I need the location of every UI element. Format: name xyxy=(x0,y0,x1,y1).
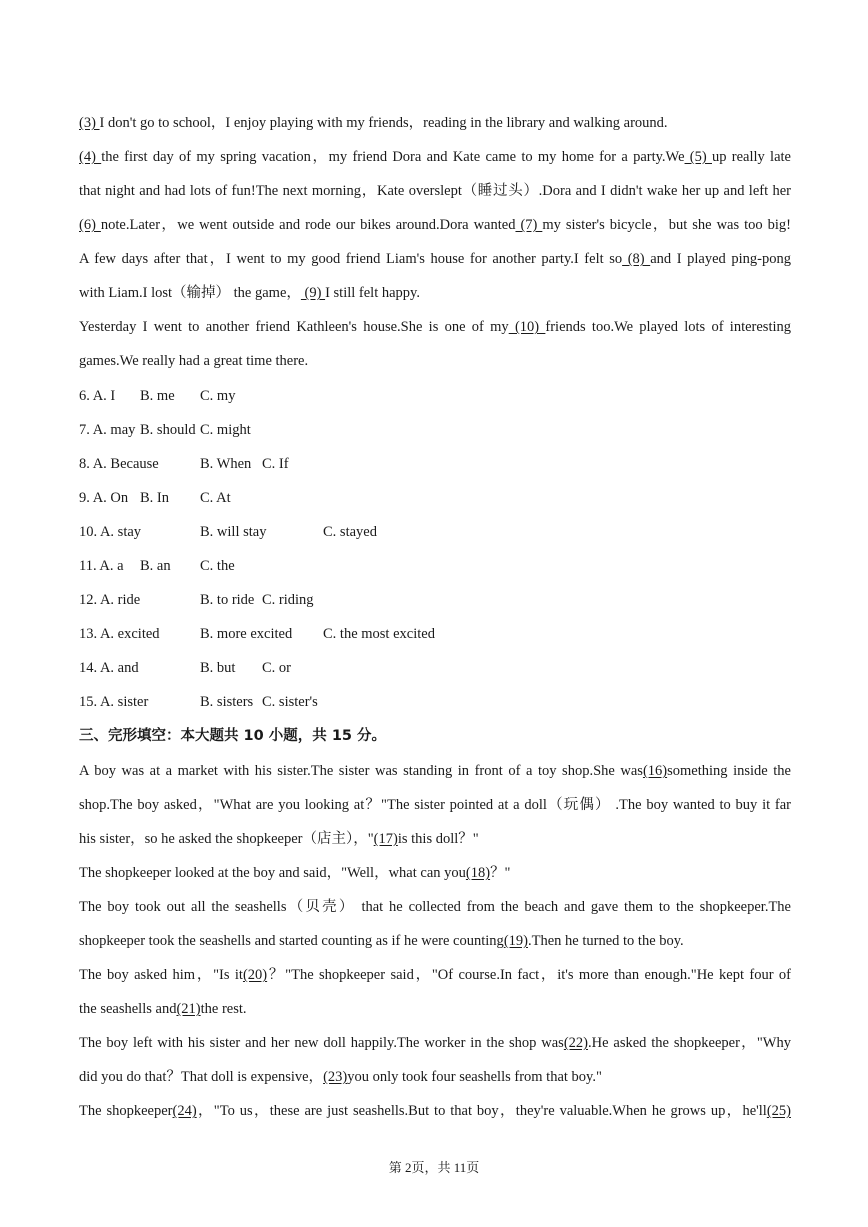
passage-1-line-7: Yesterday I went to another friend Kathleen's house.She is one of my (10) friends too.We played lots of interesting xyxy=(79,319,791,335)
document-page: (3) I don't go to school，I enjoy playing with my friends，reading in the library and walking around. (4) the first day of my spring vacation，my friend Dora and Kate came to my home for a party.We (5) up really late that night and had lots of fun!The next morning，Kate overslept（睡过头）.Dora and I didn't wake her up and left her (6) note.Later，we went outside and rode our bikes around.Dora wanted (7) my sister's bicycle，but she was too big! A few days after that，I went to my good friend Liam's house for another party.I felt so (8) and I played ping-pong with Liam.I lost（输掉） the game， (9) I still felt happy. Yesterday I went to another friend Kathleen's house.She is one of my (10) friends too.We played lots of interesting games.We really had a great time there. 6. A. I B. me C. my 7. A. may B. should C. might 8. A. Because B. When C. If 9. A. On B. In C. At 10. A. stay B. will stay C. stayed 11. A. a B. an C. the 12. A. ride B. to ride C. riding 13. A. excited B. more excited C. the most excited 14. A. and B. but C. or 15. A. sister B. sisters C. sister's 三、完形填空：本大题共 10 小题，共 15 分。 A boy was at a market with his sister.The sister was standing in front of a toy shop.She was(16)something inside the shop.The boy asked，"What are you looking at？"The sister pointed at a doll（玩偶） .The boy wanted to buy it far his sister，so he asked the shopkeeper（店主），"(17)is this doll？" The shopkeeper looked at the boy and said，"Well，what can you(18)？" The boy took out all the seashells（贝壳） that he collected from the beach and gave them to the shopkeeper.The shopkeeper took the seashells and started counting as if he were counting(19).Then he turned to the boy. The boy asked him，"Is it(20)？"The shopkeeper said，"Of course.In fact，it's more than enough."He kept four of the seashells and(21)the rest. The boy left with his sister and her new doll happily.The worker in the shop was(22).He asked the shopkeeper，"Why did you do that？That doll is expensive，(23)you only took four seashells from that boy." The shopkeeper(24)，"To us，these are just seashells.But to that boy，they're valuable.When he grows up，he'll(25) 第 2页，共 11页 xyxy=(0,0,868,1227)
passage-1-line-2: (4) the first day of my spring vacation，my friend Dora and Kate came to my home for a party.We (5) up really late xyxy=(79,149,791,165)
passage-2-line-4: The shopkeeper looked at the boy and said，"Well，what can you(18)？" xyxy=(79,865,511,881)
blank-23: (23) xyxy=(323,1069,348,1085)
passage-2-line-5: The boy took out all the seashells（贝壳） that he collected from the beach and gave them to the shopkeeper.The xyxy=(79,899,791,915)
blank-19: (19) xyxy=(503,933,528,949)
passage-1-line-1: (3) I don't go to school，I enjoy playing with my friends，reading in the library and walking around. xyxy=(79,115,668,131)
blank-18: (18) xyxy=(465,865,491,881)
blank-6: (6) xyxy=(79,217,101,233)
blank-7: (7) xyxy=(515,217,543,233)
passage-2 xyxy=(79,754,791,1128)
blank-22: (22) xyxy=(563,1035,588,1051)
blank-4: (4) xyxy=(79,149,102,165)
passage-1-line-4: (6) note.Later，we went outside and rode our bikes around.Dora wanted (7) my sister's bicycle，but she was too big! xyxy=(79,217,791,233)
passage-1-line-3: that night and had lots of fun!The next morning，Kate overslept（睡过头）.Dora and I didn't wake her up and left her xyxy=(79,183,791,199)
passage-2-line-7: The boy asked him，"Is it(20)？"The shopkeeper said，"Of course.In fact，it's more than enough."He kept four of xyxy=(79,967,791,983)
blank-21: (21) xyxy=(176,1001,201,1017)
passage-2-line-1: A boy was at a market with his sister.The sister was standing in front of a toy shop.She was(16)something inside the xyxy=(79,763,791,779)
blank-17: (17) xyxy=(373,831,398,847)
blank-16: (16) xyxy=(642,763,668,779)
page-footer: 第 2页，共 11页 xyxy=(388,1160,480,1175)
blank-24: (24) xyxy=(172,1103,197,1119)
passage-1 xyxy=(79,106,791,378)
passage-2-line-10: did you do that？That doll is expensive，(23)you only took four seashells from that boy." xyxy=(79,1069,602,1085)
passage-1-line-5: A few days after that，I went to my good friend Liam's house for another party.I felt so (8) and I played ping-pong xyxy=(79,251,791,267)
blank-20: (20) xyxy=(242,967,268,983)
passage-1-line-6: with Liam.I lost（输掉） the game， (9) I still felt happy. xyxy=(79,285,420,301)
passage-2-line-2: shop.The boy asked，"What are you looking at？"The sister pointed at a doll（玩偶） .The boy wanted to buy it far xyxy=(79,797,791,813)
blank-9: (9) xyxy=(300,285,326,301)
passage-2-line-6: shopkeeper took the seashells and started counting as if he were counting(19).Then he turned to the boy. xyxy=(79,933,684,949)
passage-2-line-8: the seashells and(21)the rest. xyxy=(79,1001,247,1017)
passage-2-line-11: The shopkeeper(24)，"To us，these are just seashells.But to that boy，they're valuable.When he grows up，he'll(25) xyxy=(79,1103,791,1119)
section-3-title: 三、完形填空：本大题共 10 小题，共 15 分。 xyxy=(79,728,387,744)
blank-5: (5) xyxy=(684,149,712,165)
passage-2-line-3: his sister，so he asked the shopkeeper（店主），"(17)is this doll？" xyxy=(79,831,479,847)
passage-2-line-9: The boy left with his sister and her new doll happily.The worker in the shop was(22).He asked the shopkeeper，"Why xyxy=(79,1035,791,1051)
blank-3: (3) xyxy=(79,115,100,131)
blank-8: (8) xyxy=(622,251,651,267)
blank-10: (10) xyxy=(508,319,546,335)
passage-1-line-8: games.We really had a great time there. xyxy=(79,353,309,369)
blank-25: (25) xyxy=(766,1103,791,1119)
